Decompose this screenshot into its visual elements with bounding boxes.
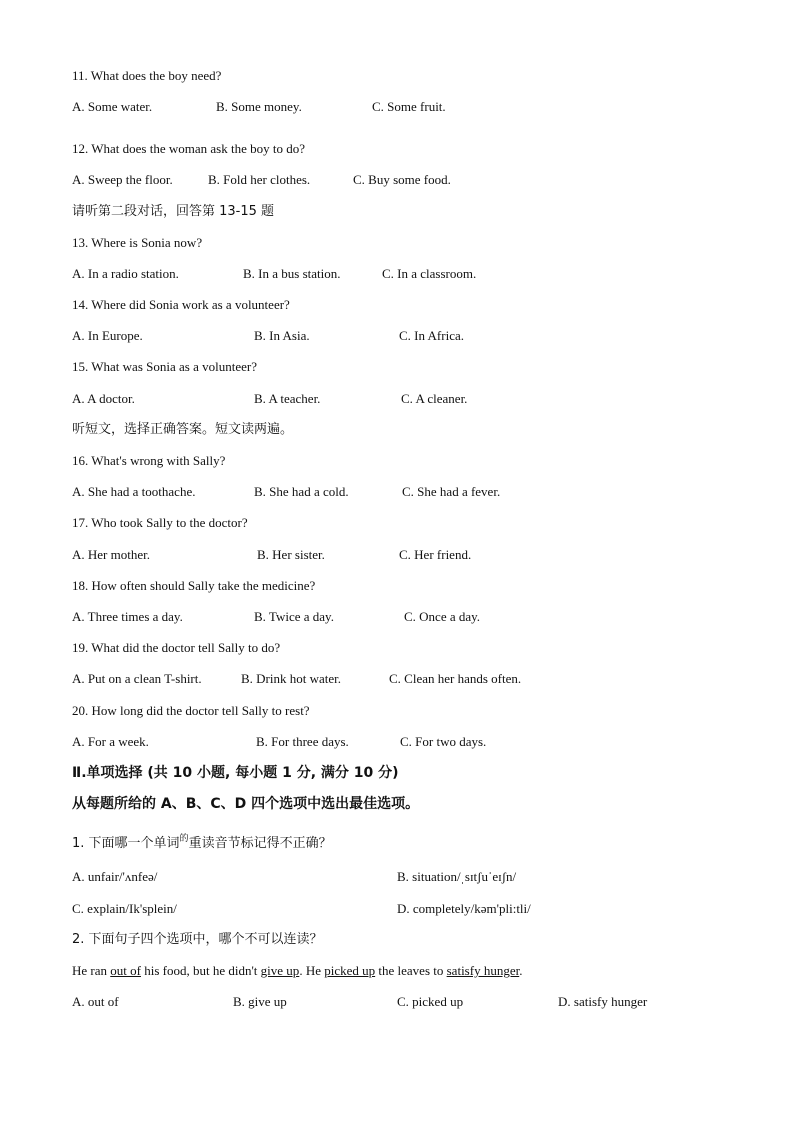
question-20-option-c: C. For two days.: [400, 734, 487, 749]
question-12-option-b: B. Fold her clothes.: [208, 172, 311, 187]
question-18-option-a: A. Three times a day.: [72, 609, 183, 624]
question-13: 13. Where is Sonia now?: [72, 235, 203, 250]
question-15-option-a: A. A doctor.: [72, 391, 135, 406]
question-15-option-b: B. A teacher.: [254, 391, 321, 406]
question-17: 17. Who took Sally to the doctor?: [72, 515, 248, 530]
mc-2-sentence-part: the leaves to: [375, 963, 447, 978]
mc-2-option-a: A. out of: [72, 994, 119, 1009]
mc-2-option-d: D. satisfy hunger: [558, 994, 648, 1009]
mc-1-option-a: A. unfair/'ʌnfeə/: [72, 869, 158, 884]
question-12-option-a: A. Sweep the floor.: [72, 172, 173, 187]
question-14-option-a: A. In Europe.: [72, 328, 143, 343]
section-2-subtitle: 从每题所给的 A、B、C、D 四个选项中选出最佳选项。: [72, 796, 420, 812]
mc-2-sentence-part: .: [519, 963, 523, 978]
question-15-option-c: C. A cleaner.: [401, 391, 468, 406]
mc-2-underlined-give-up: give up: [260, 963, 300, 978]
question-15: 15. What was Sonia as a volunteer?: [72, 359, 257, 374]
mc-2-sentence: [72, 963, 522, 979]
mc-2-sentence-part: his food, but he didn't: [140, 963, 261, 978]
question-11-option-b: B. Some money.: [216, 99, 302, 114]
mc-2-sentence-part: . He: [299, 963, 325, 978]
mc-2-underlined-out-of: out of: [110, 963, 141, 978]
question-16-option-b: B. She had a cold.: [254, 484, 349, 499]
mc-2-underlined-satisfy-hunger: satisfy hunger: [446, 963, 520, 978]
question-20-option-b: B. For three days.: [256, 734, 349, 749]
instruction-dialog-2: 请听第二段对话，回答第 13-15 题: [72, 204, 275, 219]
question-11: 11. What does the boy need?: [72, 68, 222, 83]
mc-1-option-b: B. situation/ˌsɪtʃuˈeɪʃn/: [397, 869, 517, 884]
mc-2-option-c: C. picked up: [397, 994, 464, 1009]
question-12: 12. What does the woman ask the boy to do?: [72, 141, 305, 156]
mc-question-1: [72, 836, 332, 853]
question-19-option-b: B. Drink hot water.: [241, 671, 342, 686]
mc-question-2: 2. 下面句子四个选项中，哪个不可以连读？: [72, 932, 323, 947]
question-17-option-a: A. Her mother.: [72, 547, 150, 562]
question-12-option-c: C. Buy some food.: [353, 172, 451, 187]
question-18: 18. How often should Sally take the medicine?: [72, 578, 316, 593]
question-20-option-a: A. For a week.: [72, 734, 149, 749]
question-19: 19. What did the doctor tell Sally to do?: [72, 640, 281, 655]
mc-2-sentence-part: He ran: [72, 963, 111, 978]
question-17-option-b: B. Her sister.: [257, 547, 325, 562]
question-18-option-b: B. Twice a day.: [254, 609, 334, 624]
question-14-option-c: C. In Africa.: [399, 328, 464, 343]
question-19-option-c: C. Clean her hands often.: [389, 671, 522, 686]
mc-question-1-text-post: 重读音节标记得不正确？: [188, 836, 332, 851]
question-17-option-c: C. Her friend.: [399, 547, 472, 562]
question-11-option-c: C. Some fruit.: [372, 99, 446, 114]
mc-question-1-superscript: 的: [179, 834, 189, 844]
question-14-option-b: B. In Asia.: [254, 328, 310, 343]
question-16: 16. What's wrong with Sally?: [72, 453, 226, 468]
question-16-option-c: C. She had a fever.: [402, 484, 501, 499]
mc-question-1-text-pre: 1. 下面哪一个单词: [72, 836, 180, 851]
mc-2-underlined-picked-up: picked up: [324, 963, 376, 978]
question-20: 20. How long did the doctor tell Sally to rest?: [72, 703, 310, 718]
question-13-option-b: B. In a bus station.: [243, 266, 341, 281]
question-11-option-a: A. Some water.: [72, 99, 153, 114]
section-2-title: Ⅱ.单项选择 (共 10 小题, 每小题 1 分, 满分 10 分): [72, 765, 399, 781]
question-18-option-c: C. Once a day.: [404, 609, 481, 624]
mc-1-option-d: D. completely/kəm'pli:tli/: [397, 901, 531, 916]
question-19-option-a: A. Put on a clean T-shirt.: [72, 671, 202, 686]
instruction-passage: 听短文，选择正确答案。短文读两遍。: [72, 422, 294, 437]
mc-1-option-c: C. explain/Ik'splein/: [72, 901, 177, 916]
question-14: 14. Where did Sonia work as a volunteer?: [72, 297, 290, 312]
question-13-option-c: C. In a classroom.: [382, 266, 477, 281]
mc-2-option-b: B. give up: [233, 994, 287, 1009]
question-16-option-a: A. She had a toothache.: [72, 484, 196, 499]
question-13-option-a: A. In a radio station.: [72, 266, 179, 281]
